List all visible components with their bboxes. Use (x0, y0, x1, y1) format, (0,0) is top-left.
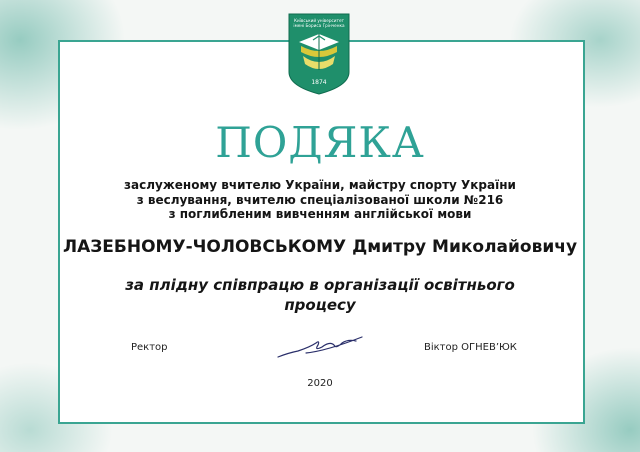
certificate-reason (0, 275, 640, 315)
signature (276, 333, 366, 361)
signer-title: Ректор (131, 342, 168, 353)
certificate-title: ПОДЯКА (215, 118, 425, 167)
university-crest-icon (287, 12, 351, 96)
signer-name: Віктор ОГНЕВ’ЮК (424, 342, 517, 353)
description-line: заслуженому вчителю України, майстру спорту України (124, 178, 516, 192)
crest-year: 1874 (311, 79, 327, 86)
reason-line: процесу (284, 296, 356, 314)
crest-university-line2: імені Бориса Грінченка (293, 23, 345, 28)
reason-line: за плідну співпрацю в організації освітнього (125, 276, 515, 294)
recipient-name: ЛАЗЕБНОМУ-ЧОЛОВСЬКОМУ Дмитру Миколайовичу (62, 237, 578, 257)
certificate-frame (58, 40, 585, 424)
description-line: з поглибленим вивченням англійської мови (168, 207, 472, 221)
crest-university-line1: Київський університет (294, 18, 344, 23)
certificate-date: 2020 (307, 378, 333, 389)
description-line: з веслування, вчителю спеціалізованої школи №216 (136, 192, 504, 207)
certificate-description (0, 178, 640, 222)
